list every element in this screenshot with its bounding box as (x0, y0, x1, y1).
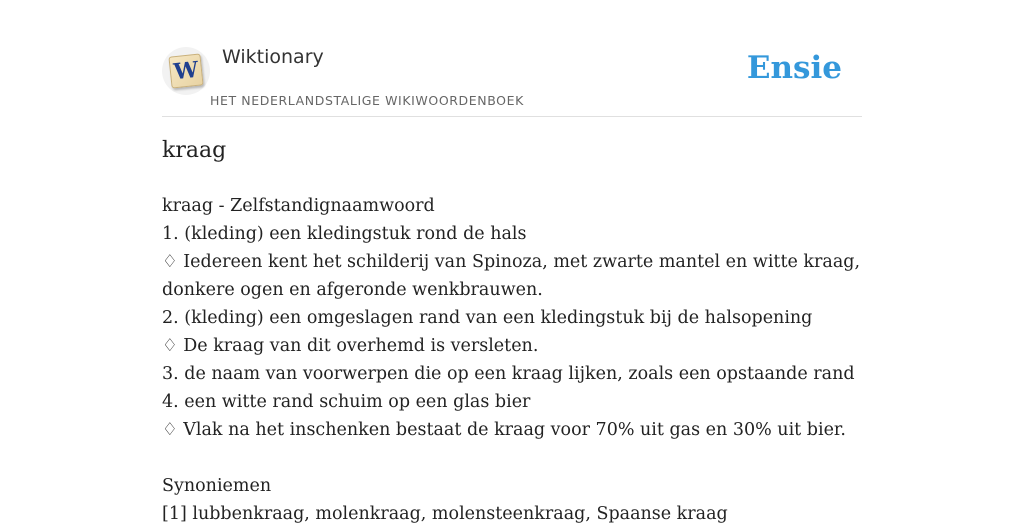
example-line: ♢ Iedereen kent het schilderij van Spinoza, met zwarte mantel en witte kraag, donkere ogen en afgeronde wenkbrauwen. (162, 252, 861, 300)
blank-spacer (162, 444, 862, 472)
entry-body (162, 192, 862, 528)
definition-line: 4. een witte rand schuim op een glas bier (162, 392, 531, 412)
example-line: ♢ Vlak na het inschenken bestaat de kraag voor 70% uit gas en 30% uit bier. (162, 420, 846, 440)
definition-line: 2. (kleding) een omgeslagen rand van een kledingstuk bij de halsopening (162, 308, 813, 328)
entry-title: kraag (162, 138, 227, 163)
site-header (162, 0, 862, 117)
ensie-brand-link[interactable]: Ensie (746, 50, 842, 86)
synonyms-line: [1] lubbenkraag, molenkraag, molensteenkraag, Spaanse kraag (162, 504, 728, 524)
definition-line: 1. (kleding) een kledingstuk rond de hals (162, 224, 527, 244)
site-tagline: HET NEDERLANDSTALIGE WIKIWOORDENBOEK (210, 93, 524, 108)
site-name[interactable]: Wiktionary (222, 46, 324, 68)
example-line: ♢ De kraag van dit overhemd is versleten. (162, 336, 539, 356)
page-container (162, 0, 862, 524)
definition-line: 3. de naam van voorwerpen die op een kraag lijken, zoals een opstaande rand (162, 364, 855, 384)
synonyms-heading: Synoniemen (162, 476, 272, 496)
logo-tile: W (168, 53, 203, 88)
wiktionary-logo-icon[interactable] (162, 47, 210, 95)
part-of-speech-line: kraag - Zelfstandignaamwoord (162, 196, 435, 216)
